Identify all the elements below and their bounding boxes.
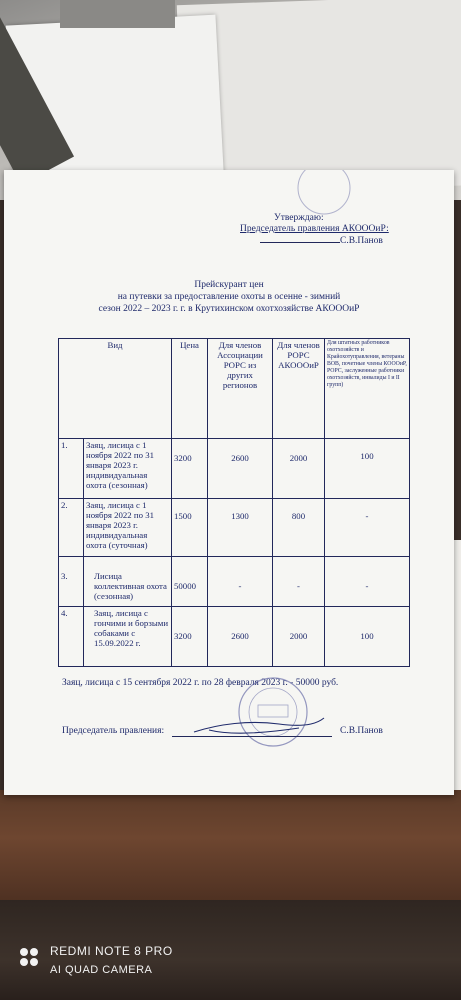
price-list-document bbox=[4, 170, 454, 795]
row-assoc: 2600 bbox=[208, 439, 273, 499]
header-rors: Для членов РОРС АКОООиР bbox=[273, 339, 325, 439]
wooden-shelf bbox=[0, 790, 461, 910]
row-vid: Заяц, лисица с гончими и борзыми собаками с 15.09.2022 г. bbox=[84, 607, 172, 667]
approve-name-line bbox=[260, 236, 383, 246]
row-assoc: - bbox=[208, 557, 273, 607]
header-price: Цена bbox=[172, 339, 208, 439]
approve-name: С.В.Панов bbox=[340, 236, 383, 246]
row-num: 3. bbox=[59, 557, 84, 607]
signature bbox=[189, 710, 329, 740]
background-clip bbox=[60, 0, 175, 28]
row-vid: Лисица коллективная охота (сезонная) bbox=[84, 557, 172, 607]
sign-label: Председатель правления: bbox=[62, 726, 165, 736]
row-num: 2. bbox=[59, 499, 84, 557]
row-staff: 100 bbox=[325, 439, 410, 499]
header-staff: Для штатных работников охотхозяйств и Крайохотуправления, ветераны ВОВ, почетные члены КОООиР, РОРС, заслуженные работники охотхозяйств, инвалиды I и II групп) bbox=[325, 339, 410, 439]
title-line-3: сезон 2022 – 2023 г. г. в Крутихинском охотхозяйстве АКОООиР bbox=[98, 304, 360, 314]
watermark-model: REDMI NOTE 8 PRO bbox=[50, 944, 173, 958]
row-rors: 2000 bbox=[273, 439, 325, 499]
title-line-1: Прейскурант цен bbox=[194, 280, 264, 290]
row-staff: 100 bbox=[325, 607, 410, 667]
row-price: 3200 bbox=[172, 607, 208, 667]
approve-label: Утверждаю: bbox=[274, 213, 324, 223]
header-assoc: Для членов Ассоциации РОРС из других регионов bbox=[208, 339, 273, 439]
price-table bbox=[58, 338, 410, 667]
row-vid: Заяц, лисица с 1 ноября 2022 по 31 января 2023 г. индивидуальная охота (сезонная) bbox=[84, 439, 172, 499]
row-staff: - bbox=[325, 557, 410, 607]
watermark-camera: AI QUAD CAMERA bbox=[50, 964, 153, 976]
stamp-top bbox=[279, 170, 359, 230]
table-row bbox=[59, 499, 410, 557]
camera-grid-icon bbox=[18, 946, 40, 968]
row-price: 3200 bbox=[172, 439, 208, 499]
row-num: 1. bbox=[59, 439, 84, 499]
row-rors: - bbox=[273, 557, 325, 607]
table-header-row bbox=[59, 339, 410, 439]
row-assoc: 2600 bbox=[208, 607, 273, 667]
note-text: Заяц, лисица с 15 сентября 2022 г. по 28 февраля 2023 г. - 50000 руб. bbox=[62, 678, 339, 688]
sign-name: С.В.Панов bbox=[340, 726, 383, 736]
row-staff: - bbox=[325, 499, 410, 557]
table-row bbox=[59, 607, 410, 667]
table-row bbox=[59, 439, 410, 499]
row-price: 1500 bbox=[172, 499, 208, 557]
row-price: 50000 bbox=[172, 557, 208, 607]
header-vid: Вид bbox=[59, 339, 172, 439]
row-rors: 800 bbox=[273, 499, 325, 557]
table-row bbox=[59, 557, 410, 607]
title-line-2: на путевки за предоставление охоты в осенне - зимний bbox=[117, 292, 341, 302]
row-assoc: 1300 bbox=[208, 499, 273, 557]
row-vid: Заяц, лисица с 1 ноября 2022 по 31 января 2023 г. индивидуальная охота (суточная) bbox=[84, 499, 172, 557]
row-rors: 2000 bbox=[273, 607, 325, 667]
approve-position: Председатель правления АКОООиР: bbox=[240, 224, 389, 234]
row-num: 4. bbox=[59, 607, 84, 667]
